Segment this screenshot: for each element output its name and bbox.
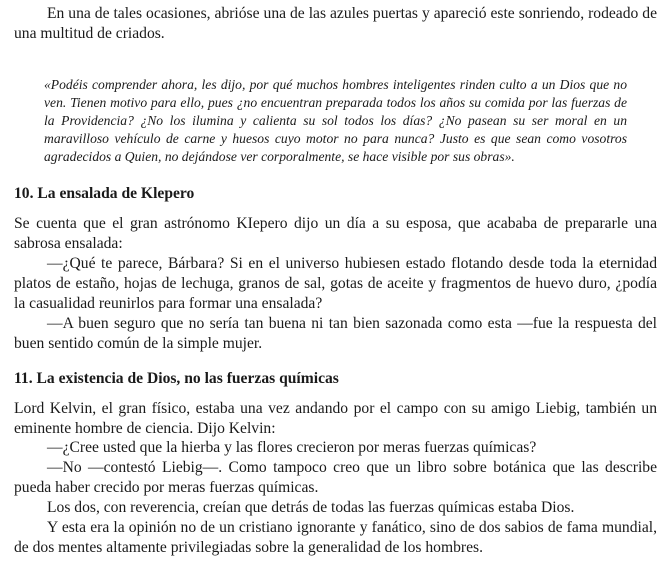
block-quote: «Podéis comprender ahora, les dijo, por qué muchos hombres inteligentes rinden culto a un Dios que no ven. Tienen motivo para ello, pues ¿no encuentran preparada todos los años su comida por las fuerzas de la Providencia? ¿No los ilumina y calienta su sol todos los días? ¿No pasean su ser moral en un maravilloso vehículo de carne y huesos cuyo motor no para nunca? Justo es que sean como vosotros agradecidos a Quien, no dejándose ver corporalmente, se hace visible por sus obras».: [44, 76, 627, 165]
section-heading-klepero: 10. La ensalada de Klepero: [14, 185, 195, 203]
paragraph: —No —contestó Liebig—. Como tampoco creo que un libro sobre botánica que las describe pueda haber crecido por meras fuerzas químicas.: [14, 459, 657, 497]
paragraph: Y esta era la opinión no de un cristiano ignorante y fanático, sino de dos sabios de fama mundial, de dos mentes altamente privilegiadas sobre la generalidad de los hombres.: [14, 519, 657, 556]
paragraph: —A buen seguro que no sería tan buena ni tan bien sazonada como esta —fue la respuesta del buen sentido común de la simple mujer.: [14, 314, 657, 352]
section-heading-kelvin: 11. La existencia de Dios, no las fuerzas químicas: [14, 369, 339, 387]
paragraph: Se cuenta que el gran astrónomo KIepero dijo un día a su esposa, que acababa de prepararle una sabrosa ensalada:: [14, 215, 657, 253]
intro-paragraph: En una de tales ocasiones, abrióse una de las azules puertas y apareció este sonriendo, rodeado de una multitud de criados.: [14, 5, 657, 42]
paragraph: —¿Cree usted que la hierba y las flores crecieron por meras fuerzas químicas?: [47, 439, 537, 457]
paragraph: —¿Qué te parece, Bárbara? Si en el universo hubiesen estado flotando desde toda la eternidad platos de estaño, hojas de lechuga, granos de sal, gotas de aceite y fragmentos de huevo duro, ¿podía la casualidad reunirlos para formar una ensalada?: [14, 255, 657, 312]
paragraph: Los dos, con reverencia, creían que detrás de todas las fuerzas químicas estaba Dios.: [47, 499, 575, 517]
paragraph: Lord Kelvin, el gran físico, estaba una vez andando por el campo con su amigo Liebig, también un eminente hombre de ciencia. Dijo Kelvin:: [14, 399, 657, 437]
